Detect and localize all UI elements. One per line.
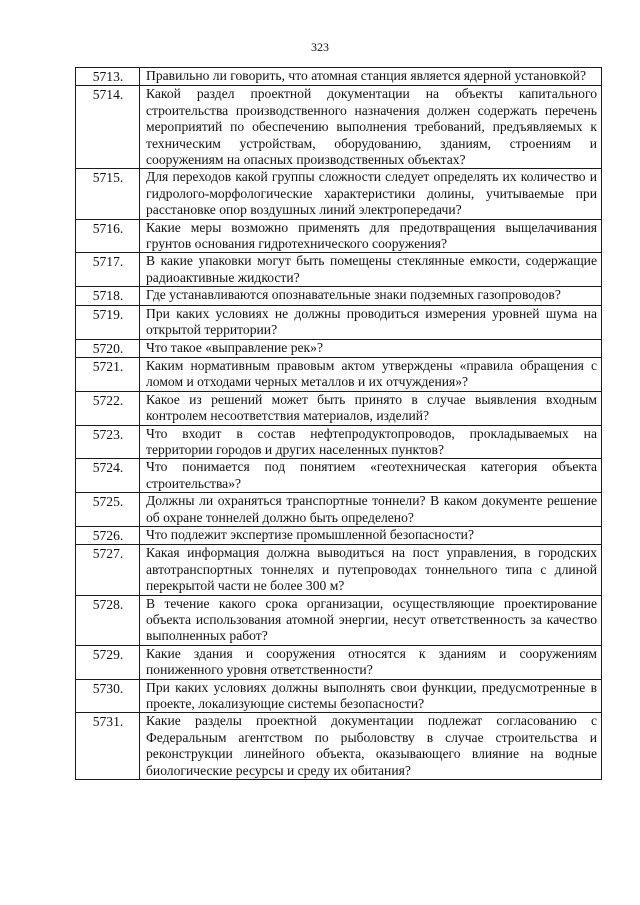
question-text: При каких условиях не должны проводиться измерения уровней шума на открытой территории? bbox=[140, 305, 602, 339]
question-row bbox=[76, 253, 602, 287]
question-row bbox=[76, 713, 602, 780]
question-row bbox=[76, 357, 602, 391]
question-text: В течение какого срока организации, осуществляющие проектирование объекта использования атомной энергии, несут ответственность за качество выполненных работ? bbox=[140, 595, 602, 645]
question-row bbox=[76, 86, 602, 169]
question-row bbox=[76, 545, 602, 595]
question-number: 5725. bbox=[76, 493, 140, 527]
question-text: Каким нормативным правовым актом утверждены «правила обращения с ломом и отходами черных металлов и их отчуждения»? bbox=[140, 357, 602, 391]
question-text: Какие меры возможно применять для предотвращения выщелачивания грунтов основания гидротехнического сооружения? bbox=[140, 219, 602, 253]
question-row bbox=[76, 679, 602, 713]
question-number: 5718. bbox=[76, 287, 140, 305]
question-row bbox=[76, 459, 602, 493]
question-number: 5721. bbox=[76, 357, 140, 391]
question-text: Должны ли охраняться транспортные тоннели? В каком документе решение об охране тоннелей должно быть определено? bbox=[140, 493, 602, 527]
question-number: 5715. bbox=[76, 169, 140, 219]
question-number: 5713. bbox=[76, 68, 140, 86]
question-row bbox=[76, 339, 602, 357]
question-row bbox=[76, 305, 602, 339]
question-text: В какие упаковки могут быть помещены стеклянные емкости, содержащие радиоактивные жидкости? bbox=[140, 253, 602, 287]
question-row bbox=[76, 391, 602, 425]
question-row bbox=[76, 287, 602, 305]
question-text: Что подлежит экспертизе промышленной безопасности? bbox=[140, 526, 602, 544]
question-row bbox=[76, 493, 602, 527]
question-text: Что такое «выправление рек»? bbox=[140, 339, 602, 357]
question-number: 5731. bbox=[76, 713, 140, 780]
question-number: 5717. bbox=[76, 253, 140, 287]
questions-table bbox=[75, 67, 602, 780]
question-number: 5716. bbox=[76, 219, 140, 253]
question-text: Какие здания и сооружения относятся к зданиям и сооружениям пониженного уровня ответственности? bbox=[140, 645, 602, 679]
question-text: При каких условиях должны выполнять свои функции, предусмотренные в проекте, локализующие системы безопасности? bbox=[140, 679, 602, 713]
question-number: 5727. bbox=[76, 545, 140, 595]
page-number: 323 bbox=[311, 40, 329, 54]
question-text: Какая информация должна выводиться на пост управления, в городских автотранспортных тоннелях и путепроводах тоннельного типа с длиной перекрытой части не более 300 м? bbox=[140, 545, 602, 595]
question-number: 5728. bbox=[76, 595, 140, 645]
question-row bbox=[76, 219, 602, 253]
question-text: Правильно ли говорить, что атомная станция является ядерной установкой? bbox=[140, 68, 602, 86]
question-number: 5724. bbox=[76, 459, 140, 493]
question-text: Какие разделы проектной документации подлежат согласованию с Федеральным агентством по рыболовству в случае строительства и реконструкции линейного объекта, оказывающего влияние на водные биологические ресурсы и среду их обитания? bbox=[140, 713, 602, 780]
question-number: 5729. bbox=[76, 645, 140, 679]
question-row bbox=[76, 645, 602, 679]
question-number: 5714. bbox=[76, 86, 140, 169]
questions-table-body bbox=[76, 68, 602, 780]
question-text: Что понимается под понятием «геотехническая категория объекта строительства»? bbox=[140, 459, 602, 493]
question-text: Какой раздел проектной документации на объекты капитального строительства производственного назначения должен содержать перечень мероприятий по обеспечению выполнения требований, предъявляемых к техническим устройствам, оборудованию, зданиям, строениям и сооружениям на опасных производственных объектах? bbox=[140, 86, 602, 169]
question-text: Какое из решений может быть принято в случае выявления входным контролем несоответствия материалов, изделий? bbox=[140, 391, 602, 425]
question-text: Для переходов какой группы сложности следует определять их количество и гидролого-морфологические характеристики долины, учитываемые при расстановке опор воздушных линий электропередачи? bbox=[140, 169, 602, 219]
question-number: 5722. bbox=[76, 391, 140, 425]
question-row bbox=[76, 425, 602, 459]
question-number: 5720. bbox=[76, 339, 140, 357]
question-text: Что входит в состав нефтепродуктопроводов, прокладываемых на территории городов и других населенных пунктов? bbox=[140, 425, 602, 459]
question-number: 5730. bbox=[76, 679, 140, 713]
question-row bbox=[76, 68, 602, 86]
question-number: 5723. bbox=[76, 425, 140, 459]
question-row bbox=[76, 526, 602, 544]
question-number: 5726. bbox=[76, 526, 140, 544]
question-text: Где устанавливаются опознавательные знаки подземных газопроводов? bbox=[140, 287, 602, 305]
question-number: 5719. bbox=[76, 305, 140, 339]
question-row bbox=[76, 595, 602, 645]
question-row bbox=[76, 169, 602, 219]
